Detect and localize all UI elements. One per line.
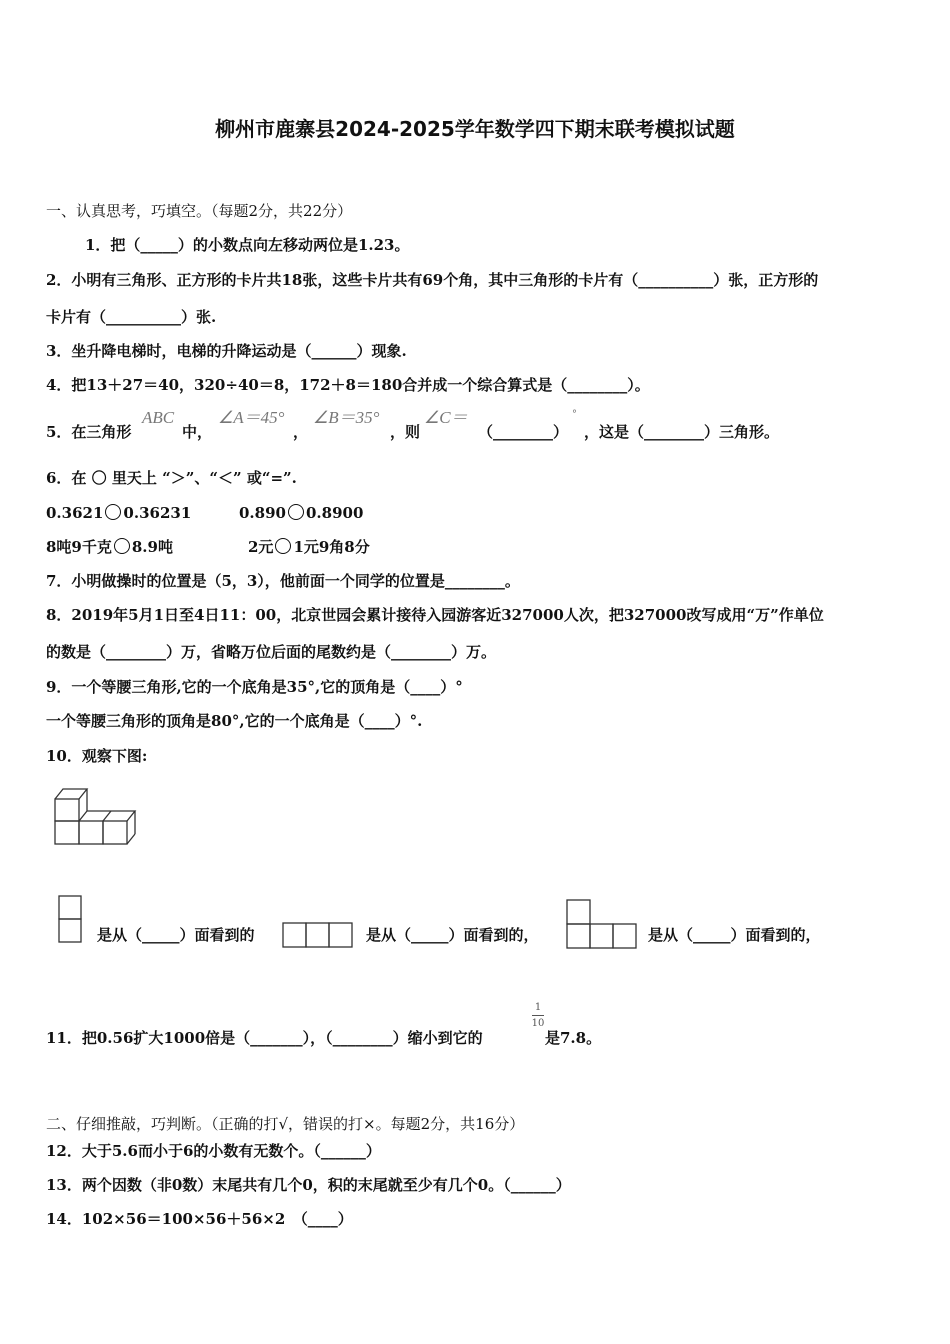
- question-2-line1: 2．小明有三角形、正方形的卡片共18张，这些卡片共有69个角，其中三角形的卡片有（__________）张，正方形的: [46, 271, 819, 289]
- question-2-line2: 卡片有（__________）张.: [46, 308, 217, 326]
- compare-row1-col2: [239, 503, 363, 523]
- question-5-comma: ，: [293, 423, 309, 441]
- question-5-part2: 中，: [182, 423, 213, 441]
- compare-right-value: 0.36231: [123, 504, 192, 522]
- fraction-numerator: 1: [534, 1002, 542, 1013]
- compare-row2-col1: [46, 537, 173, 557]
- compare-circle-icon[interactable]: [275, 538, 291, 554]
- question-5-part4: ，这是（________）三角形。: [584, 423, 780, 441]
- question-5-blank: （________）: [478, 423, 569, 441]
- question-9-line2: 一个等腰三角形的顶角是80°,它的一个底角是（____）°.: [46, 712, 423, 730]
- view-1-label: 是从（_____）面看到的: [97, 926, 255, 944]
- question-5-part1: 5．在三角形: [46, 423, 132, 441]
- compare-left-value: 2元: [248, 538, 274, 556]
- degree-symbol: °: [572, 409, 577, 420]
- view-2-label: 是从（_____）面看到的，: [366, 926, 539, 944]
- page-title: 柳州市鹿寨县2024-2025学年数学四下期末联考模拟试题: [215, 117, 735, 141]
- question-6: 6．在 〇 里天上 “＞”、“＜” 或“=”.: [46, 469, 297, 487]
- compare-row1-col1: [46, 503, 191, 523]
- question-11-part2: 是7.8。: [545, 1029, 602, 1047]
- question-8-line2: 的数是（________）万，省略万位后面的尾数约是（________）万。: [46, 643, 497, 661]
- question-7: 7．小明做操时的位置是（5，3），他前面一个同学的位置是________。: [46, 572, 520, 590]
- section2-heading: 二、仔细推敲，巧判断。（正确的打√，错误的打×。每题2分，共16分）: [46, 1115, 525, 1133]
- compare-circle-icon[interactable]: [288, 504, 304, 520]
- view-3-label: 是从（_____）面看到的，: [648, 926, 821, 944]
- question-12: 12．大于5.6而小于6的小数有无数个。（______）: [46, 1142, 381, 1160]
- view-l-shape: [566, 899, 638, 951]
- compare-left-value: 0.890: [239, 504, 286, 522]
- question-9-line1: 9．一个等腰三角形,它的一个底角是35°,它的顶角是（____）°: [46, 678, 463, 696]
- compare-right-value: 0.8900: [305, 504, 364, 522]
- compare-circle-icon[interactable]: [114, 538, 130, 554]
- view-horizontal-three: [282, 922, 356, 950]
- question-3: 3．坐升降电梯时，电梯的升降运动是（______）现象.: [46, 342, 407, 360]
- question-14: 14．102×56＝100×56＋56×2 （____）: [46, 1210, 353, 1228]
- angle-c-expression: ∠C＝: [424, 408, 468, 427]
- fraction-bar: [532, 1015, 544, 1016]
- triangle-abc-label: ABC: [142, 408, 175, 427]
- compare-circle-icon[interactable]: [105, 504, 121, 520]
- angle-a-expression: ∠A＝45°: [218, 408, 285, 427]
- question-10: 10．观察下图:: [46, 747, 148, 765]
- cube-figure: [50, 784, 140, 850]
- compare-row2-col2: [248, 537, 370, 557]
- question-11-part1: 11．把0.56扩大1000倍是（_______），（________）缩小到它的: [46, 1029, 483, 1047]
- question-13: 13．两个因数（非0数）末尾共有几个0，积的末尾就至少有几个0。（______）: [46, 1176, 571, 1194]
- compare-left-value: 0.3621: [46, 504, 104, 522]
- question-4: 4．把13＋27＝40，320÷40＝8，172＋8＝180合并成一个综合算式是（________）。: [46, 376, 650, 394]
- question-5-part3: ，则: [390, 423, 421, 441]
- question-1: 1．把（_____）的小数点向左移动两位是1.23。: [85, 236, 410, 254]
- question-8-line1: 8．2019年5月1日至4日11：00，北京世园会累计接待入园游客近327000人次，把327000改写成用“万”作单位: [46, 606, 824, 624]
- section1-heading: 一、认真思考，巧填空。（每题2分，共22分）: [46, 202, 353, 220]
- compare-left-value: 8吨9千克: [46, 538, 112, 556]
- fraction-denominator: 10: [531, 1018, 545, 1029]
- compare-right-value: 8.9吨: [131, 538, 173, 556]
- view-front-vertical: [58, 895, 84, 945]
- angle-b-expression: ∠B＝35°: [313, 408, 380, 427]
- compare-right-value: 1元9角8分: [293, 538, 370, 556]
